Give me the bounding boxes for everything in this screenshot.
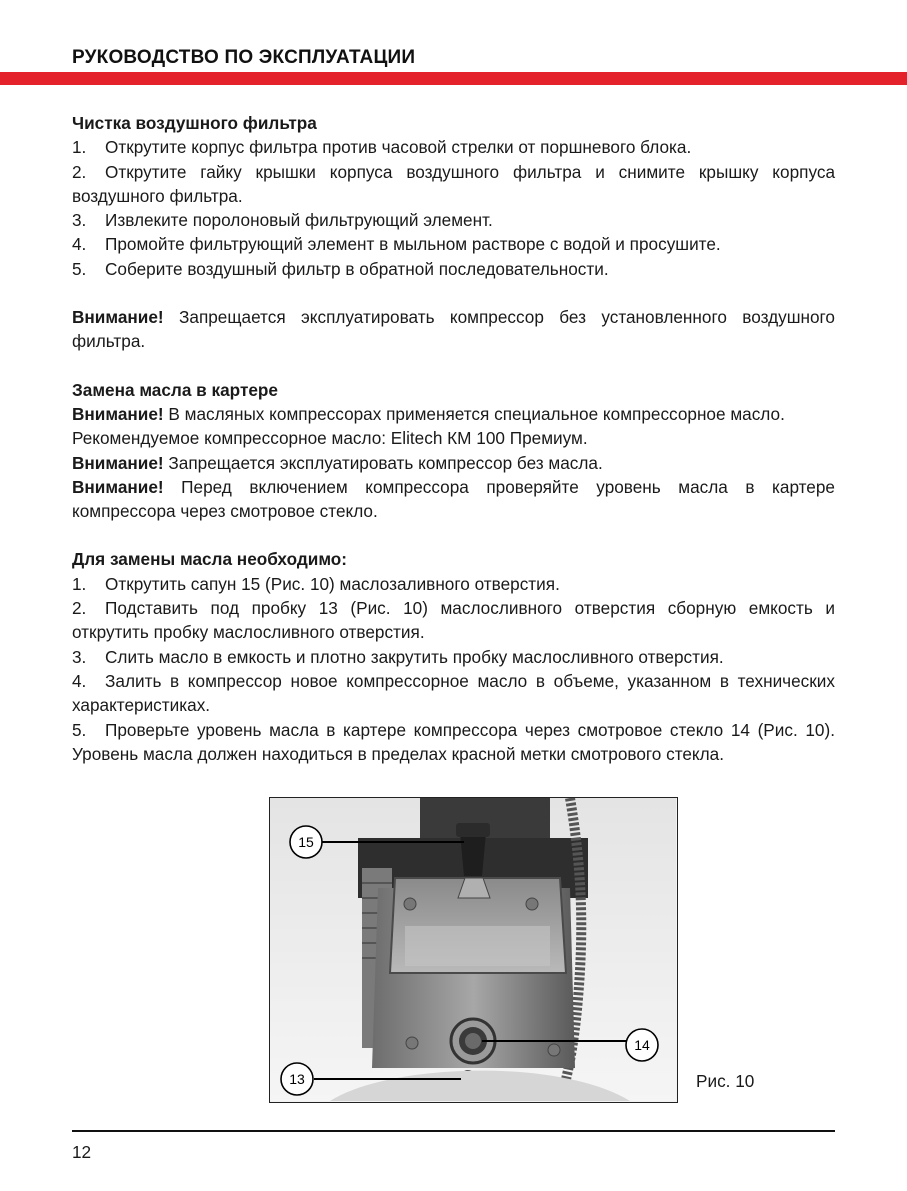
compressor-photo-figure <box>269 797 678 1103</box>
footer-divider <box>72 1130 835 1132</box>
list-item: 4. Залить в компрессор новое компрессорное масло в объеме, указанном в технических характеристиках. <box>72 670 835 716</box>
oil-note-3: Внимание! Перед включением компрессора проверяйте уровень масла в картере компрессора через смотровое стекло. <box>72 476 835 522</box>
page-number: 12 <box>72 1142 92 1162</box>
callout-13-label: 13 <box>289 1071 305 1087</box>
air-filter-warning: Внимание! Запрещается эксплуатировать компрессор без установленного воздушного фильтра. <box>72 307 835 352</box>
list-item: 4. Промойте фильтрующий элемент в мыльном растворе с водой и просушите. <box>72 234 721 255</box>
list-item: 2. Открутите гайку крышки корпуса воздушного фильтра и снимите крышку корпуса воздушного фильтра. <box>72 161 835 206</box>
list-item: 2. Подставить под пробку 13 (Рис. 10) маслосливного отверстия сборную емкость и открутить пробку маслосливного отверстия. <box>72 598 835 643</box>
list-item: 5. Соберите воздушный фильтр в обратной последовательности. <box>72 258 609 279</box>
header-accent-band <box>0 72 907 85</box>
list-item: 1. Открутить сапун 15 (Рис. 10) маслозаливного отверстия. <box>72 573 560 594</box>
oil-change-heading: Замена масла в картере <box>72 379 278 400</box>
oil-recommended: Рекомендуемое компрессорное масло: Elitech КМ 100 Премиум. <box>72 428 588 449</box>
list-item: 1. Открутите корпус фильтра против часовой стрелки от поршневого блока. <box>72 137 692 158</box>
main-content <box>72 111 835 766</box>
page-header-title: РУКОВОДСТВО ПО ЭКСПЛУАТАЦИИ <box>72 47 416 68</box>
figure-caption: Рис. 10 <box>696 1071 755 1091</box>
procedure-heading: Для замены масла необходимо: <box>72 549 348 570</box>
callout-14-label: 14 <box>634 1037 650 1053</box>
oil-note-1: Внимание! В масляных компрессорах применяется специальное компрессорное масло. <box>72 403 785 424</box>
list-item: 3. Извлеките поролоновый фильтрующий элемент. <box>72 210 493 231</box>
oil-note-2: Внимание! Запрещается эксплуатировать компрессор без масла. <box>72 452 603 473</box>
list-item: 3. Слить масло в емкость и плотно закрутить пробку маслосливного отверстия. <box>72 646 724 667</box>
list-item: 5. Проверьте уровень масла в картере компрессора через смотровое стекло 14 (Рис. 10). Уровень масла должен находиться в пределах красной метки смотрового стекла. <box>72 719 835 764</box>
callout-15-label: 15 <box>298 834 314 850</box>
air-filter-heading: Чистка воздушного фильтра <box>72 113 317 133</box>
compressor-photo <box>270 798 676 1101</box>
